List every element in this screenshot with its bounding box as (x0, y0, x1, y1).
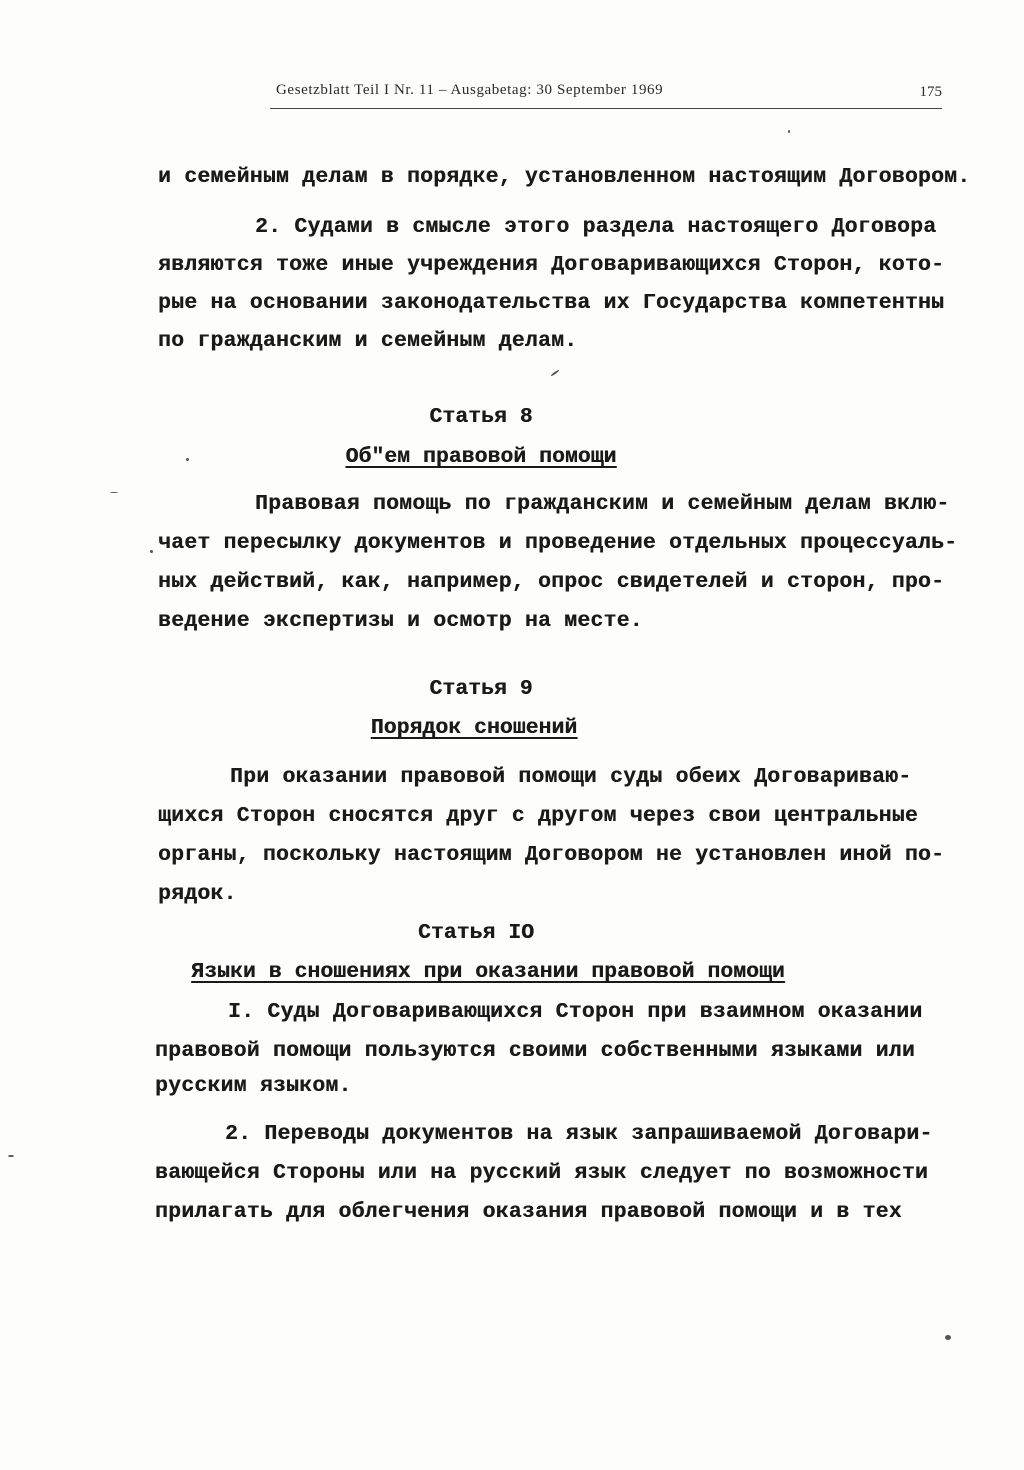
scan-speck (788, 130, 790, 133)
scan-speck (110, 492, 118, 493)
text-line: При оказании правовой помощи суды обеих Договариваю- (230, 765, 912, 789)
article-8-title-text: Об"ем правовой помощи (345, 445, 617, 469)
article-9-title (0, 716, 986, 740)
text-line: ных действий, как, например, опрос свидетелей и сторон, про- (158, 570, 945, 594)
text-line: являются тоже иные учреждения Договаривающихся Сторон, кото- (158, 253, 945, 277)
text-line: русским языком. (155, 1074, 352, 1098)
scan-speck (550, 369, 559, 376)
text-line: 2. Переводы документов на язык запрашиваемой Договари- (225, 1122, 933, 1146)
text-line: по гражданским и семейным делам. (158, 329, 578, 353)
text-line: ведение экспертизы и осмотр на месте. (158, 609, 643, 633)
page-number: 175 (919, 84, 942, 100)
article-8-number: Статья 8 (429, 405, 533, 429)
text-line: вающейся Стороны или на русский язык следует по возможности (155, 1161, 929, 1185)
article-8-title (0, 445, 993, 469)
scan-speck (150, 550, 153, 553)
text-line: прилагать для облегчения оказания правовой помощи и в тех (155, 1200, 902, 1224)
header-rule (270, 108, 942, 109)
text-line: рядок. (158, 882, 237, 906)
text-line: органы, поскольку настоящим Договором не установлен иной по- (158, 843, 945, 867)
article-9-number: Статья 9 (429, 677, 533, 701)
text-line: щихся Сторон сносятся друг с другом через свои центральные (158, 804, 918, 828)
text-line: правовой помощи пользуются своими собственными языками или (155, 1039, 915, 1063)
text-line: и семейным делам в порядке, установленном настоящим Договором. (158, 165, 971, 189)
article-10-number: Статья IO (417, 921, 535, 945)
article-10-title (0, 960, 1000, 984)
scan-speck (186, 458, 189, 461)
scan-speck (945, 1335, 951, 1340)
text-line: чает пересылку документов и проведение отдельных процессуаль- (158, 531, 958, 555)
text-line: Правовая помощь по гражданским и семейным делам вклю- (255, 492, 950, 516)
text-line: I. Суды Договаривающихся Сторон при взаимном оказании (228, 1000, 923, 1024)
text-line: 2. Судами в смысле этого раздела настоящего Договора (255, 215, 937, 239)
page-header (150, 82, 942, 112)
scan-speck (8, 1155, 14, 1157)
article-9-title-text: Порядок сношений (370, 716, 578, 740)
article-10-title-text: Языки в сношениях при оказании правовой помощи (191, 960, 785, 984)
text-line: рые на основании законодательства их Государства компетентны (158, 291, 945, 315)
header-title: Gesetzblatt Teil I Nr. 11 – Ausgabetag: 30 September 1969 (276, 82, 664, 98)
